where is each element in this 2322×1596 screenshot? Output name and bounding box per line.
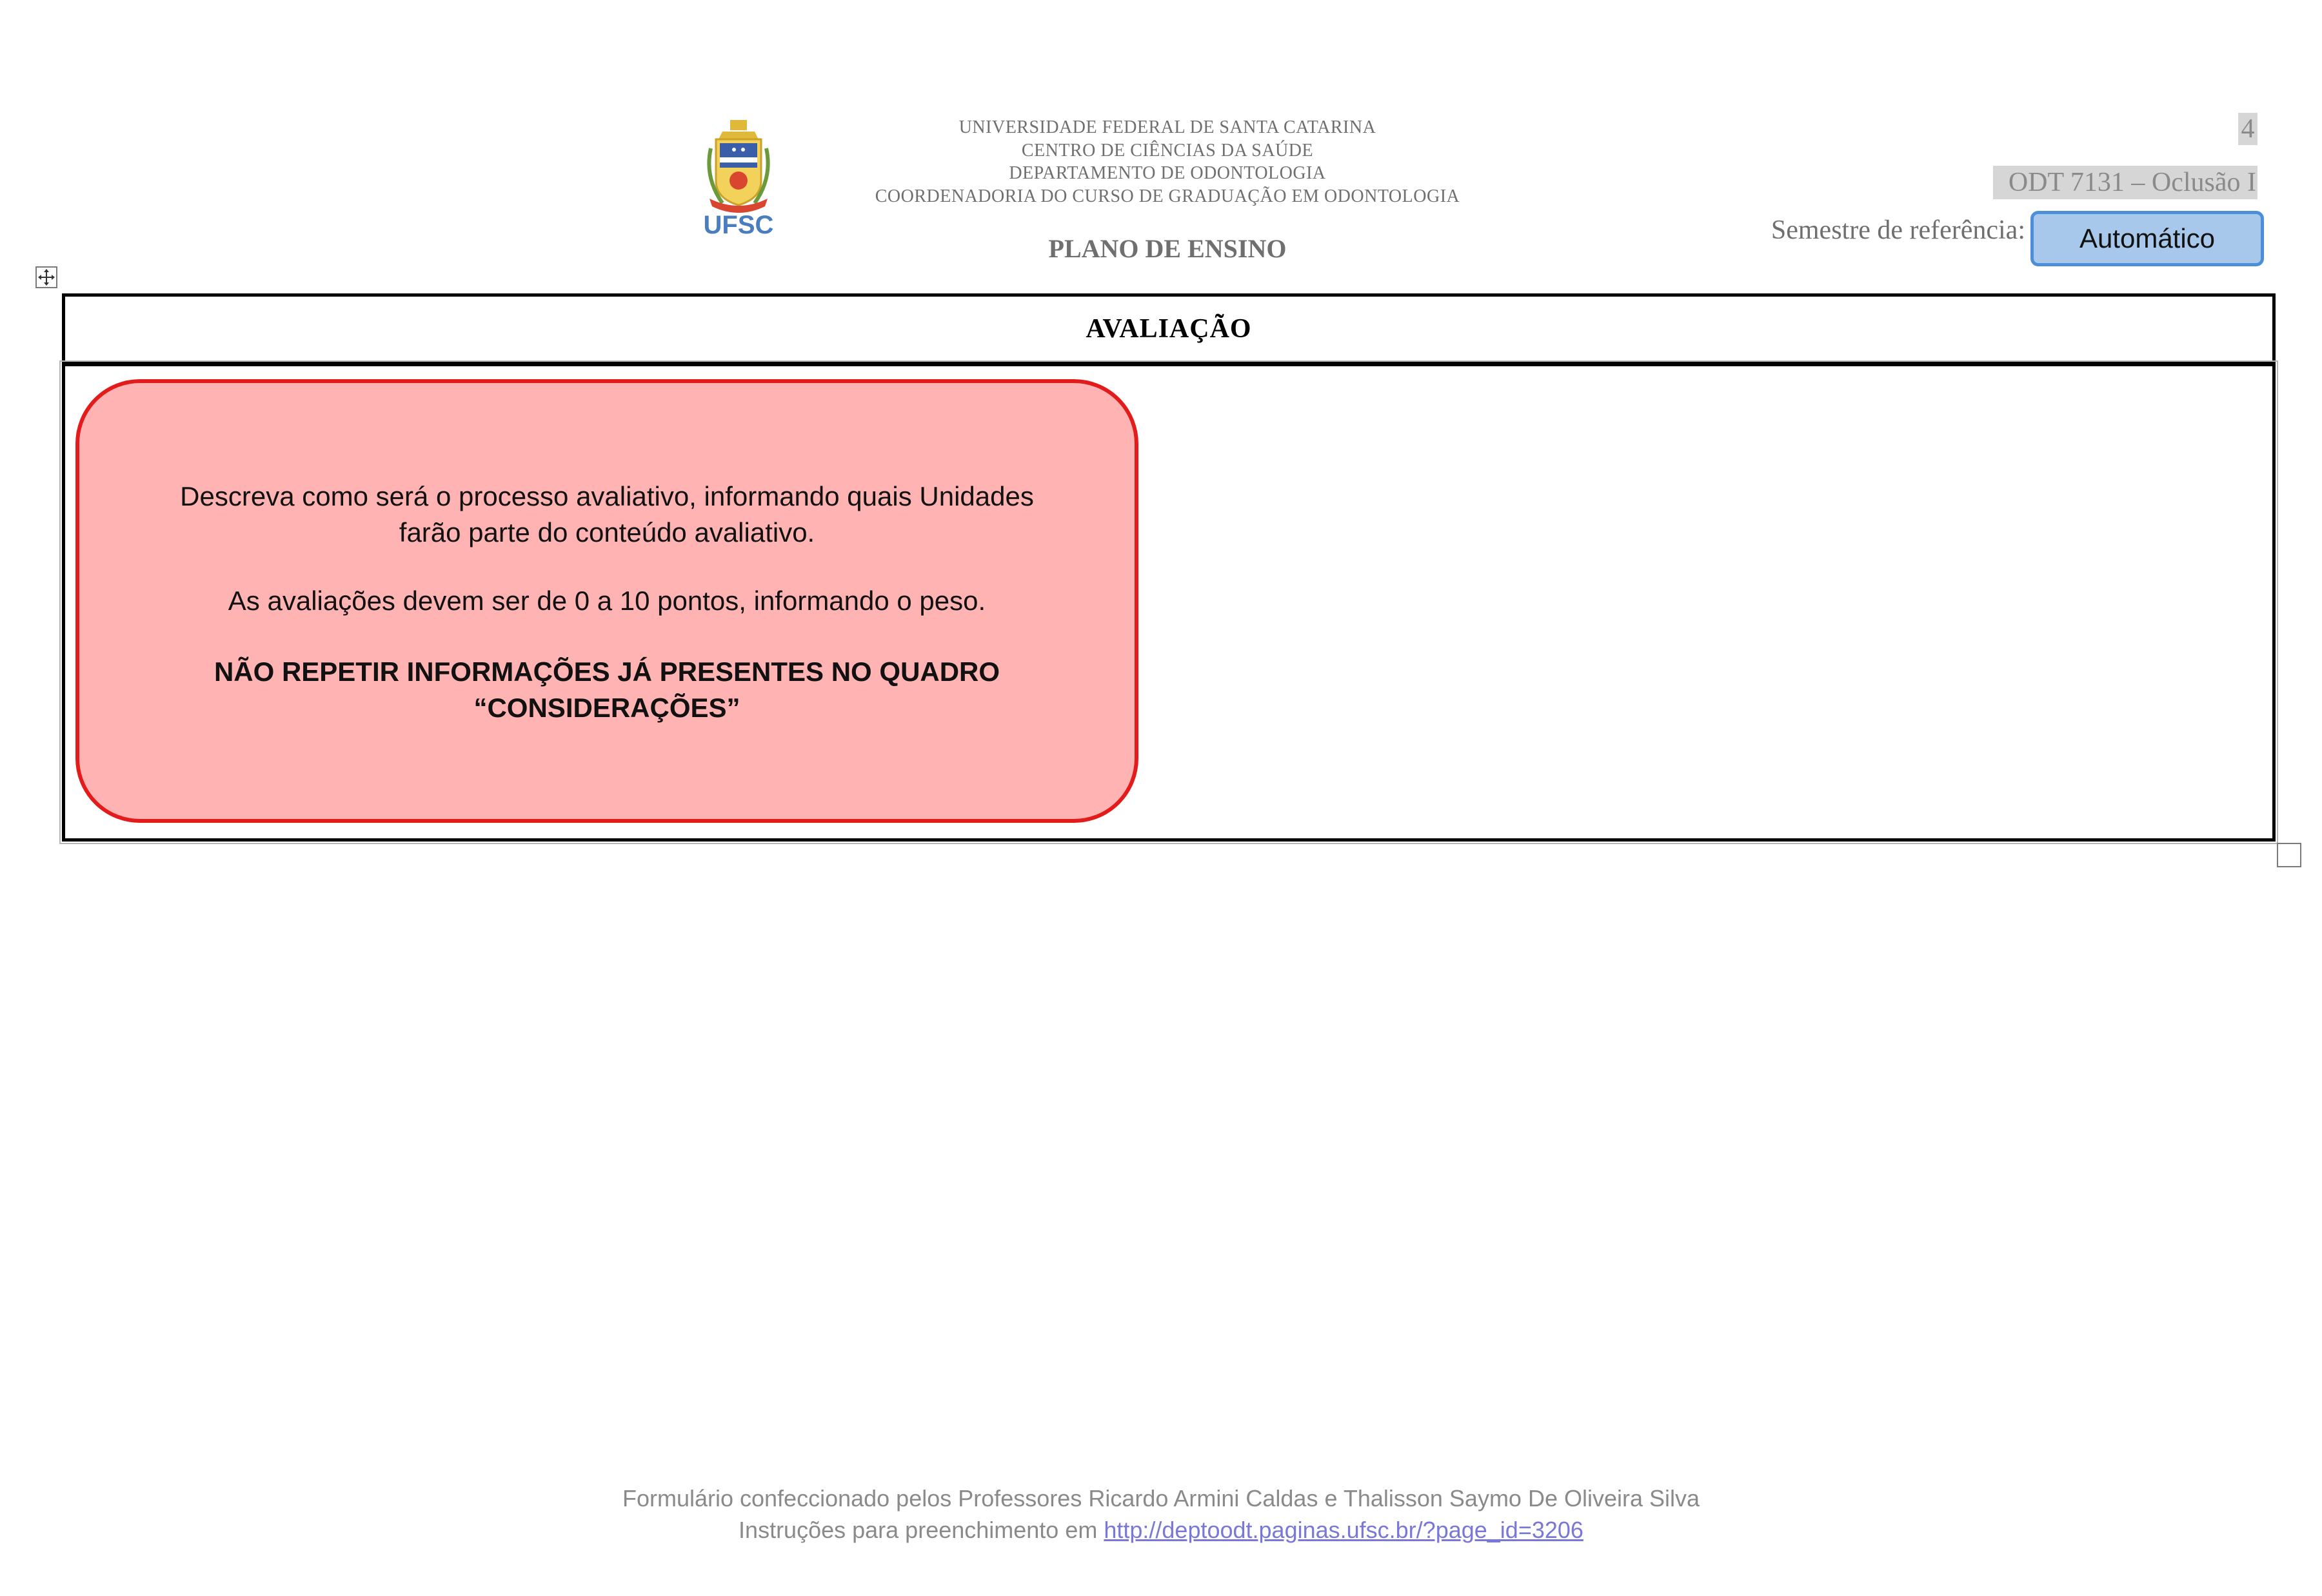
footer-instructions-label: Instruções para preenchimento em (739, 1517, 1104, 1543)
footer-instructions (0, 1517, 2322, 1544)
callout-warning: NÃO REPETIR INFORMAÇÕES JÁ PRESENTES NO QUADRO “CONSIDERAÇÕES” (213, 656, 1000, 723)
logo-wordmark: UFSC (703, 211, 774, 239)
table-resize-handle[interactable] (2277, 843, 2301, 867)
instruction-callout (75, 379, 1138, 823)
page-number-field[interactable]: 4 (2238, 113, 2258, 145)
instructions-link[interactable]: http://deptoodt.paginas.ufsc.br/?page_id=3206 (1104, 1517, 1583, 1543)
course-field[interactable]: ODT 7131 – Oclusão I (1993, 166, 2258, 199)
institution-line-2: CENTRO DE CIÊNCIAS DA SAÚDE (1021, 141, 1314, 161)
table-move-handle-icon[interactable] (35, 266, 57, 288)
semester-dropdown[interactable]: Automático (2030, 211, 2264, 266)
ufsc-logo (697, 116, 780, 239)
institution-line-1: UNIVERSIDADE FEDERAL DE SANTA CATARINA (958, 117, 1376, 137)
institution-line-3: DEPARTAMENTO DE ODONTOLOGIA (1009, 163, 1326, 183)
institution-line-4: COORDENADORIA DO CURSO DE GRADUAÇÃO EM ODONTOLOGIA (875, 186, 1460, 206)
callout-paragraph-2: As avaliações devem ser de 0 a 10 pontos, informando o peso. (228, 586, 986, 616)
footer-credits: Formulário confeccionado pelos Professores Ricardo Armini Caldas e Thalisson Saymo De Oliveira Silva (622, 1485, 1700, 1512)
semester-label: Semestre de referência: (1771, 215, 2025, 245)
avaliacao-heading: AVALIAÇÃO (62, 293, 2276, 364)
callout-paragraph-1: Descreva como será o processo avaliativo, informando quais Unidades farão parte do conteúdo avaliativo. (180, 481, 1034, 547)
document-title: PLANO DE ENSINO (1048, 234, 1287, 263)
